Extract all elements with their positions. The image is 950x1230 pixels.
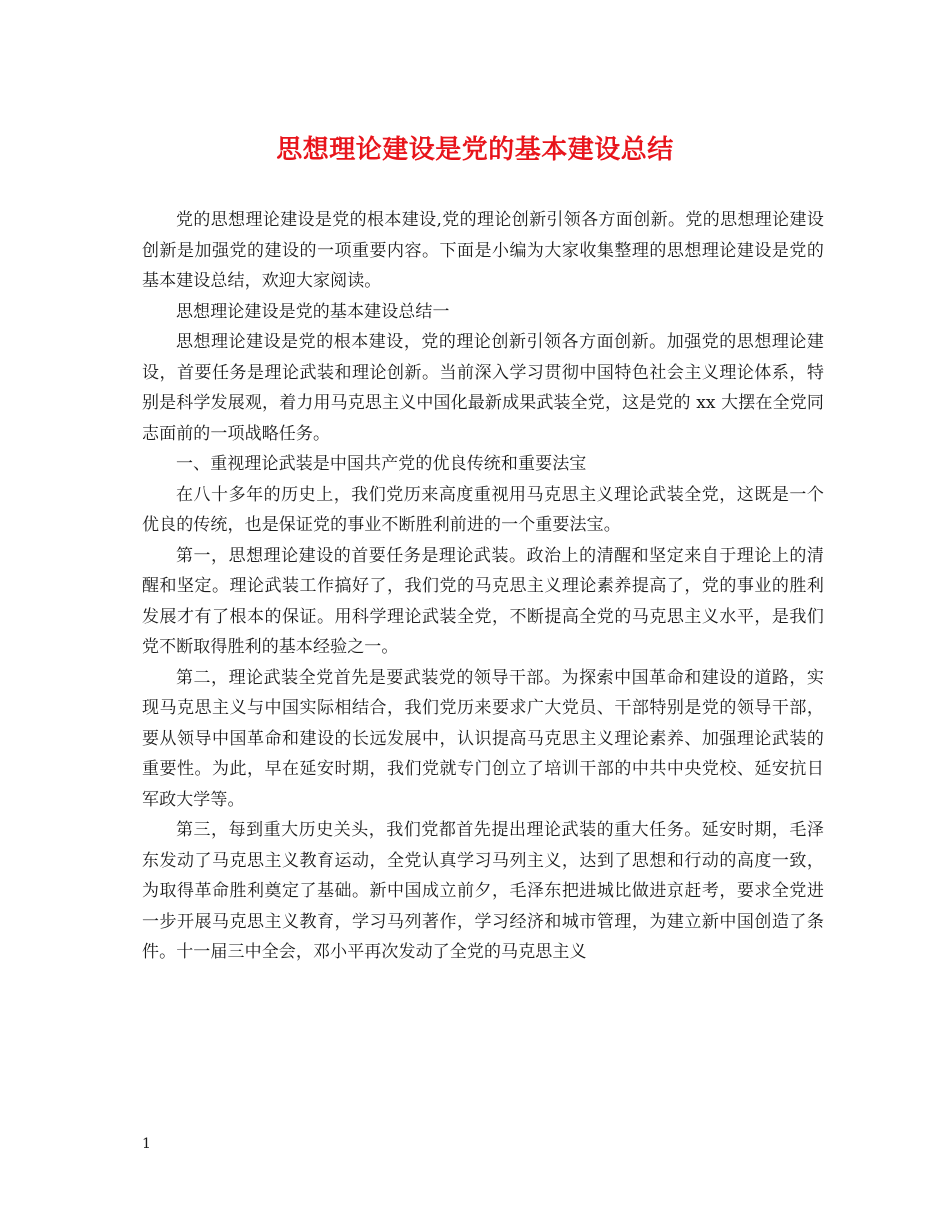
page-number: 1 xyxy=(142,1136,151,1152)
paragraph-section-heading: 思想理论建设是党的基本建设总结一 xyxy=(176,301,450,322)
paragraph: 思想理论建设是党的根本建设，党的理论创新引领各方面创新。加强党的思想理论建设，首要任务是理论武装和理论创新。当前深入学习贯彻中国特色社会主义理论体系，特别是科学发展观，着力用马克思主义中国化最新成果武装全党，这是党的 xx 大摆在全党同志面前的一项战略任务。 xyxy=(142,332,824,444)
paragraph: 第三，每到重大历史关头，我们党都首先提出理论武装的重大任务。延安时期，毛泽东发动了马克思主义教育运动，全党认真学习马列主义，达到了思想和行动的高度一致，为取得革命胜利奠定了基础。新中国成立前夕，毛泽东把进城比做进京赶考，要求全党进一步开展马克思主义教育，学习马列著作，学习经济和城市管理，为建立新中国创造了条件。十一届三中全会，邓小平再次发动了全党的马克思主义 xyxy=(142,820,824,962)
paragraph-subheading: 一、重视理论武装是中国共产党的优良传统和重要法宝 xyxy=(176,454,587,474)
paragraph: 在八十多年的历史上，我们党历来高度重视用马克思主义理论武装全党，这既是一个优良的传统，也是保证党的事业不断胜利前进的一个重要法宝。 xyxy=(142,484,824,535)
paragraph-intro: 党的思想理论建设是党的根本建设,党的理论创新引领各方面创新。党的思想理论建设创新是加强党的建设的一项重要内容。下面是小编为大家收集整理的思想理论建设是党的基本建设总结，欢迎大家阅读。 xyxy=(142,210,824,291)
paragraph: 第一，思想理论建设的首要任务是理论武装。政治上的清醒和坚定来自于理论上的清醒和坚定。理论武装工作搞好了，我们党的马克思主义理论素养提高了，党的事业的胜利发展才有了根本的保证。用科学理论武装全党，不断提高全党的马克思主义水平，是我们党不断取得胜利的基本经验之一。 xyxy=(142,545,824,657)
document-title: 思想理论建设是党的基本建设总结 xyxy=(276,135,674,165)
paragraph: 第二，理论武装全党首先是要武装党的领导干部。为探索中国革命和建设的道路，实现马克思主义与中国实际相结合，我们党历来要求广大党员、干部特别是党的领导干部，要从领导中国革命和建设的长远发展中，认识提高马克思主义理论素养、加强理论武装的重要性。为此，早在延安时期，我们党就专门创立了培训干部的中共中央党校、延安抗日军政大学等。 xyxy=(142,667,824,810)
document-body xyxy=(142,205,824,968)
